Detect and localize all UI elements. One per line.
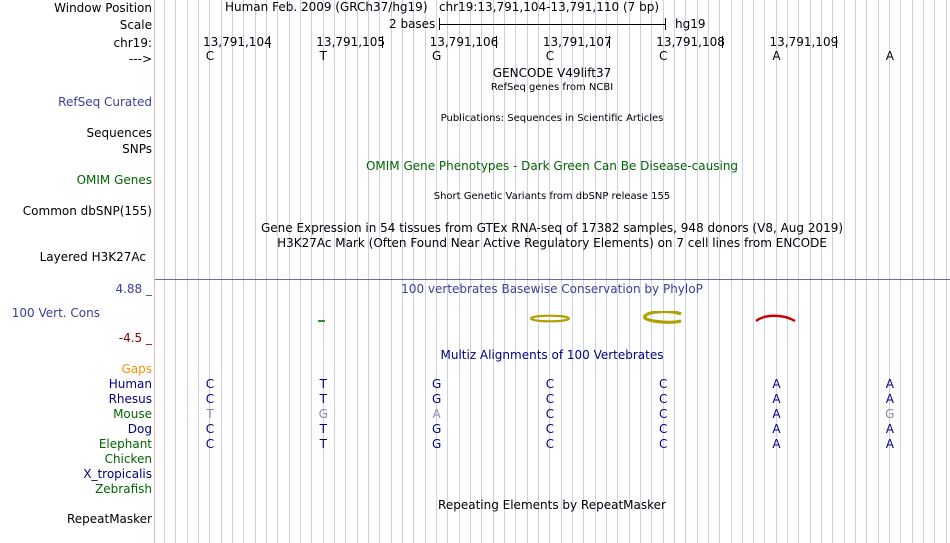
grid-line — [663, 0, 664, 543]
aligned-base: C — [545, 377, 555, 391]
grid-line — [697, 0, 698, 543]
species-label-rhesus[interactable]: Rhesus — [108, 392, 152, 406]
grid-line — [300, 0, 301, 543]
grid-line — [289, 0, 290, 543]
conservation-min-label: -4.5 _ — [118, 331, 152, 345]
grid-line — [425, 0, 426, 543]
layered-track-divider — [155, 279, 950, 280]
aligned-base: C — [658, 392, 668, 406]
phylop-track-title[interactable]: 100 vertebrates Basewise Conservation by PhyloP — [401, 282, 703, 296]
grid-line — [719, 0, 720, 543]
grid-line — [912, 0, 913, 543]
repeatmasker-track-label[interactable]: RepeatMasker — [66, 512, 152, 526]
scale-bar-right-tick — [665, 18, 666, 30]
grid-line — [255, 0, 256, 543]
aligned-base: T — [319, 422, 327, 436]
aligned-base: T — [319, 392, 327, 406]
aligned-base: G — [318, 407, 328, 421]
aligned-base: C — [658, 422, 668, 436]
grid-line — [878, 0, 879, 543]
snps-track-label[interactable]: SNPs — [122, 142, 152, 156]
species-label-elephant[interactable]: Elephant — [98, 437, 152, 451]
aligned-base: C — [658, 437, 668, 451]
conservation-bar-t — [318, 320, 325, 322]
grid-line — [368, 0, 369, 543]
scale-bar-db: hg19 — [675, 17, 706, 31]
reference-base: G — [431, 49, 442, 63]
aligned-base: C — [205, 437, 215, 451]
gtex-track-title[interactable]: Gene Expression in 54 tissues from GTEx RNA-seq of 17382 samples, 948 donors (V8, Aug 2019) — [260, 221, 844, 235]
grid-line — [764, 0, 765, 543]
grid-line — [731, 0, 732, 543]
aligned-base: A — [432, 407, 441, 421]
grid-line — [821, 0, 822, 543]
grid-line — [311, 0, 312, 543]
aligned-base: T — [206, 407, 214, 421]
reference-base: C — [205, 49, 215, 63]
species-label-zebrafish[interactable]: Zebrafish — [95, 482, 152, 496]
assembly-name: Human Feb. 2009 (GRCh37/hg19) — [224, 0, 428, 14]
species-label-chicken[interactable]: Chicken — [104, 452, 152, 466]
aligned-base: A — [885, 377, 894, 391]
grid-line — [742, 0, 743, 543]
conservation-max-label: 4.88 _ — [115, 282, 152, 296]
omim-track-title[interactable]: OMIM Gene Phenotypes - Dark Green Can Be Disease-causing — [365, 159, 739, 173]
grid-line — [685, 0, 686, 543]
aligned-base: C — [205, 422, 215, 436]
grid-line — [776, 0, 777, 543]
multiz-track-title[interactable]: Multiz Alignments of 100 Vertebrates — [440, 348, 664, 362]
grid-line — [629, 0, 630, 543]
grid-line — [934, 0, 935, 543]
refseq-track-label[interactable]: RefSeq Curated — [58, 95, 152, 109]
strand-arrow-label[interactable]: ---> — [128, 52, 152, 66]
grid-line — [323, 0, 324, 543]
aligned-base: A — [772, 392, 781, 406]
aligned-base: C — [545, 392, 555, 406]
aligned-base: A — [885, 437, 894, 451]
aligned-base: C — [545, 437, 555, 451]
dbsnp-track-title[interactable]: Short Genetic Variants from dbSNP release 155 — [433, 191, 671, 202]
ruler-position-label: 13,791,107 — [542, 35, 612, 49]
aligned-base: G — [885, 407, 895, 421]
aligned-base: C — [205, 392, 215, 406]
position-range: chr19:13,791,104-13,791,110 (7 bp) — [438, 0, 660, 14]
grid-line — [164, 0, 165, 543]
sequences-track-label[interactable]: Sequences — [86, 126, 152, 140]
grid-line — [810, 0, 811, 543]
grid-line — [470, 0, 471, 543]
grid-line — [889, 0, 890, 543]
grid-line — [391, 0, 392, 543]
publications-track-title[interactable]: Publications: Sequences in Scientific Articles — [440, 113, 664, 124]
grid-line — [221, 0, 222, 543]
ruler-position-label: 13,791,106 — [429, 35, 499, 49]
gencode-track-title[interactable]: GENCODE V49lift37 — [492, 66, 612, 80]
aligned-base: C — [658, 377, 668, 391]
ruler-position-label: 13,791,105 — [316, 35, 386, 49]
track-label-panel — [0, 0, 154, 543]
species-label-human[interactable]: Human — [108, 377, 152, 391]
aligned-base: C — [545, 422, 555, 436]
omim-track-label[interactable]: OMIM Genes — [76, 173, 152, 187]
grid-line — [459, 0, 460, 543]
grid-line — [832, 0, 833, 543]
grid-line — [266, 0, 267, 543]
grid-line — [640, 0, 641, 543]
grid-line — [232, 0, 233, 543]
grid-line — [674, 0, 675, 543]
grid-line — [946, 0, 947, 543]
grid-line — [243, 0, 244, 543]
chromosome-label: chr19: — [113, 36, 152, 50]
species-label-dog[interactable]: Dog — [127, 422, 152, 436]
conservation-logo-c — [641, 311, 687, 324]
grid-line — [923, 0, 924, 543]
repeatmasker-track-title[interactable]: Repeating Elements by RepeatMasker — [438, 498, 666, 512]
aligned-base: C — [545, 407, 555, 421]
grid-line — [787, 0, 788, 543]
aligned-base: A — [772, 377, 781, 391]
conservation-logo-g — [529, 314, 573, 323]
grid-line — [753, 0, 754, 543]
window-position-label: Window Position — [54, 1, 152, 15]
grid-line — [855, 0, 856, 543]
ruler-position-label: 13,791,109 — [769, 35, 839, 49]
grid-line — [198, 0, 199, 543]
reference-base: A — [772, 49, 781, 63]
aligned-base: C — [205, 377, 215, 391]
grid-line — [708, 0, 709, 543]
grid-line — [413, 0, 414, 543]
grid-line — [379, 0, 380, 543]
reference-base: A — [885, 49, 894, 63]
grid-line — [900, 0, 901, 543]
aligned-base: G — [431, 422, 442, 436]
grid-line — [447, 0, 448, 543]
grid-line — [187, 0, 188, 543]
h3k27ac-track-label[interactable]: Layered H3K27Ac — [39, 250, 146, 264]
grid-line — [436, 0, 437, 543]
aligned-base: T — [319, 377, 327, 391]
grid-line — [481, 0, 482, 543]
aligned-base: A — [772, 422, 781, 436]
window-position-text — [225, 0, 659, 14]
species-label-mouse[interactable]: Mouse — [113, 407, 152, 421]
dbsnp-track-label[interactable]: Common dbSNP(155) — [22, 204, 152, 218]
grid-line — [345, 0, 346, 543]
grid-line — [617, 0, 618, 543]
scale-bar-line — [439, 24, 666, 25]
grid-line — [402, 0, 403, 543]
aligned-base: G — [431, 437, 442, 451]
aligned-base: C — [658, 407, 668, 421]
scale-label: Scale — [119, 18, 152, 32]
grid-line — [209, 0, 210, 543]
track-image-area[interactable] — [155, 0, 950, 543]
aligned-base: A — [772, 407, 781, 421]
reference-base: C — [545, 49, 555, 63]
grid-line — [798, 0, 799, 543]
grid-line — [175, 0, 176, 543]
aligned-base: T — [319, 437, 327, 451]
species-label-x_tropicalis[interactable]: X_tropicalis — [83, 467, 152, 481]
grid-line — [277, 0, 278, 543]
aligned-base: G — [431, 392, 442, 406]
conservation-track-label[interactable]: 100 Vert. Cons — [11, 306, 100, 320]
h3k27ac-track-title[interactable]: H3K27Ac Mark (Often Found Near Active Regulatory Elements) on 7 cell lines from ENCODE — [277, 236, 827, 250]
ruler-position-label: 13,791,104 — [203, 35, 272, 49]
grid-line — [651, 0, 652, 543]
ruler-position-label: 13,791,108 — [656, 35, 725, 49]
scale-bar-text: 2 bases — [389, 17, 436, 31]
aligned-base: A — [885, 422, 894, 436]
aligned-base: G — [431, 377, 442, 391]
aligned-base: A — [885, 392, 894, 406]
grid-line — [866, 0, 867, 543]
refseq-track-title[interactable]: RefSeq genes from NCBI — [490, 82, 614, 93]
conservation-logo-a — [753, 312, 799, 324]
reference-base: C — [658, 49, 668, 63]
aligned-base: A — [772, 437, 781, 451]
grid-line — [334, 0, 335, 543]
grid-line — [844, 0, 845, 543]
gaps-track-label[interactable]: Gaps — [121, 362, 152, 376]
reference-base: T — [319, 49, 327, 63]
grid-line — [357, 0, 358, 543]
